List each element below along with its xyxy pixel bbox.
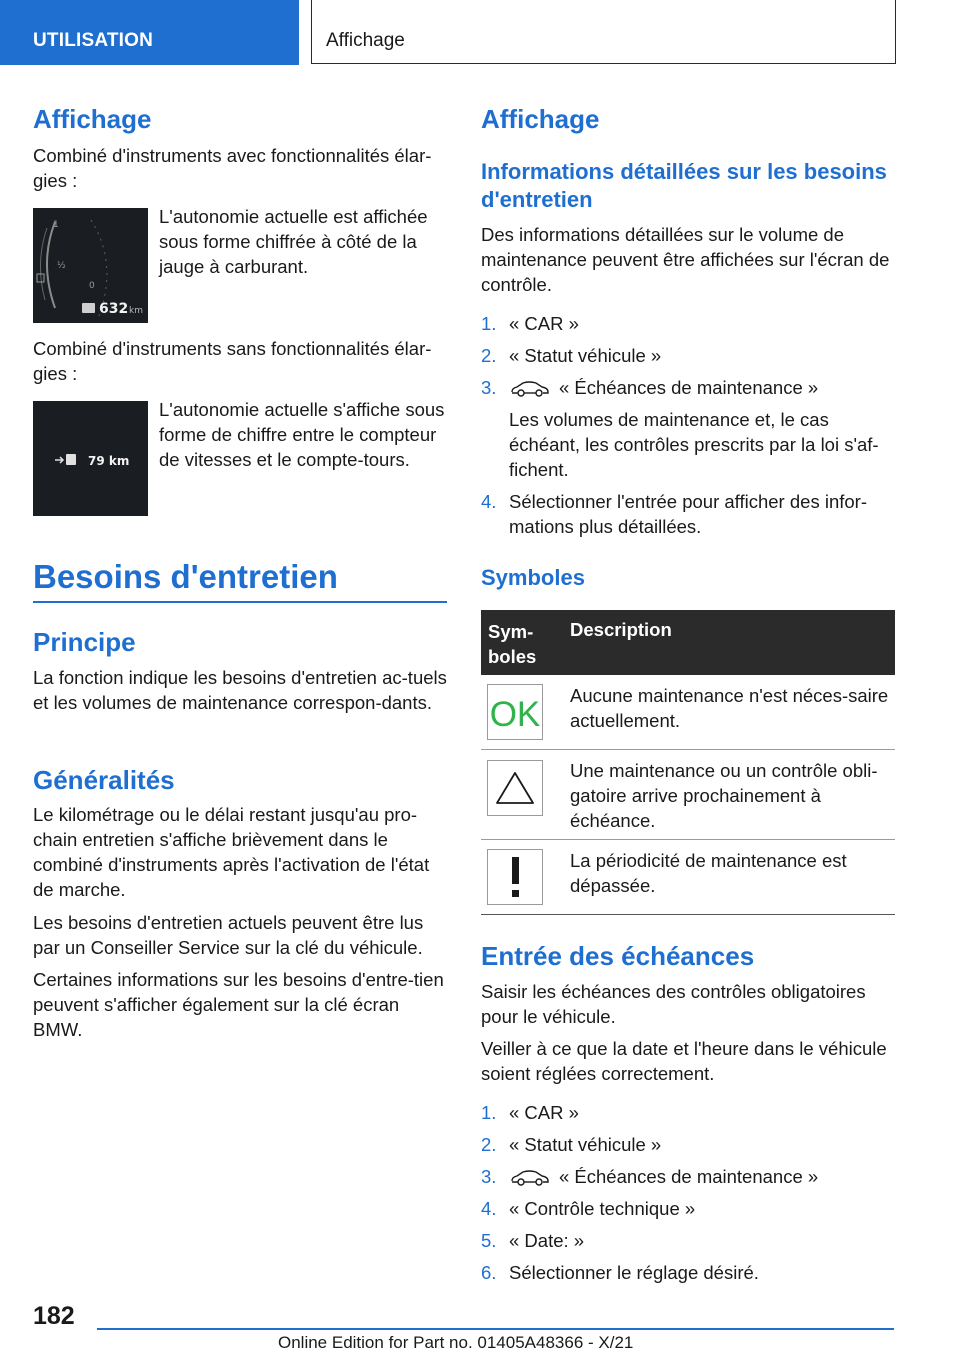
list-item: 5. « Date: » (481, 1230, 585, 1251)
details-intro: Des informations détaillées sur le volume de maintenance peuvent être affichées sur l'écran de contrôle. (481, 224, 890, 295)
list-item: 1. « CAR » (481, 1102, 579, 1123)
img2-caption: L'autonomie actuelle s'affiche sous forme de chiffre entre le compteur de vitesses et le compte-tours. (159, 399, 445, 470)
section-title: Besoins d'entretien (33, 558, 338, 595)
list-item: 2. « Statut véhicule » (481, 345, 662, 366)
svg-text:OK: OK (489, 695, 541, 734)
list-item: 4. « Contrôle technique » (481, 1198, 696, 1219)
section-rule (33, 601, 447, 603)
principe-title: Principe (33, 627, 136, 657)
table-row: Aucune maintenance n'est néces-saire actuellement. (570, 685, 889, 731)
list-item: 6. Sélectionner le réglage désiré. (481, 1262, 759, 1283)
range-value: 632 (99, 301, 129, 317)
principe-text: La fonction indique les besoins d'entretien ac-tuels et les volumes de maintenance correspon-dants. (33, 667, 447, 713)
car-icon (509, 1169, 551, 1187)
svg-text:km: km (129, 306, 143, 316)
list-item: 1. « CAR » (481, 313, 579, 334)
details-subtitle: Informations détaillées sur les besoins d'entretien (481, 159, 887, 212)
page-number: 182 (33, 1302, 75, 1330)
col-description-header: Description (570, 619, 672, 640)
chapter-label: Affichage (326, 30, 405, 51)
ok-icon (487, 684, 543, 740)
range-display-icon (33, 401, 148, 516)
entree-p1: Saisir les échéances des contrôles obligatoires pour le véhicule. (481, 981, 866, 1027)
generalites-p3: Certaines informations sur les besoins d'entre-tien peuvent s'afficher également sur la clé écran BMW. (33, 969, 444, 1040)
range-value-standard: 79 km (88, 454, 130, 468)
table-bottom-rule (481, 914, 895, 915)
cluster-extended-image (33, 208, 148, 323)
warning-triangle-icon (487, 760, 543, 816)
section-label: UTILISATION (33, 30, 154, 51)
cluster-standard-image (33, 401, 148, 516)
right-title: Affichage (481, 104, 600, 134)
footer-rule (97, 1328, 894, 1330)
img1-caption: L'autonomie actuelle est affichée sous forme chiffrée à côté de la jauge à carburant. (159, 206, 428, 277)
chapter-box (311, 0, 896, 64)
svg-text:0: 0 (89, 281, 95, 291)
car-icon (509, 380, 551, 398)
list-item: 2. « Statut véhicule » (481, 1134, 662, 1155)
list-item: Les volumes de maintenance et, le cas échéant, les contrôles prescrits par la loi s'af-fichent. (509, 409, 879, 480)
table-header (481, 610, 895, 675)
intro-standard: Combiné d'instruments sans fonctionnalités élar-gies : (33, 338, 432, 384)
list-item: 3. « Échéances de maintenance » (481, 377, 819, 398)
intro-extended: Combiné d'instruments avec fonctionnalités élar-gies : (33, 145, 432, 191)
svg-text:½: ½ (57, 261, 66, 271)
list-item: 4. Sélectionner l'entrée pour afficher des infor-mations plus détaillées. (481, 491, 867, 537)
svg-text:1: 1 (53, 220, 59, 230)
entree-p2: Veiller à ce que la date et l'heure dans le véhicule soient réglées correctement. (481, 1038, 887, 1084)
table-row: La périodicité de maintenance est dépassée. (570, 850, 847, 896)
section-tab (0, 0, 299, 65)
col-symbols-header: Sym- boles (488, 621, 537, 667)
symbols-title: Symboles (481, 565, 585, 590)
row-divider (481, 839, 895, 840)
row-divider (481, 749, 895, 750)
exclamation-icon (487, 849, 543, 905)
generalites-title: Généralités (33, 765, 175, 795)
generalites-p1: Le kilométrage ou le délai restant jusqu'au pro-chain entretien s'affiche brièvement dans le combiné d'instruments après l'activation de l'état de marche. (33, 804, 430, 900)
entree-title: Entrée des échéances (481, 941, 755, 971)
fuel-gauge-icon (33, 208, 148, 323)
generalites-p2: Les besoins d'entretien actuels peuvent être lus par un Conseiller Service sur la clé du véhicule. (33, 912, 424, 958)
left-title: Affichage (33, 104, 152, 134)
table-row: Une maintenance ou un contrôle obli-gatoire arrive prochainement à échéance. (570, 760, 878, 831)
edition-text: Online Edition for Part no. 01405A48366 - X/21 (278, 1333, 634, 1352)
list-item: 3. « Échéances de maintenance » (481, 1166, 819, 1187)
